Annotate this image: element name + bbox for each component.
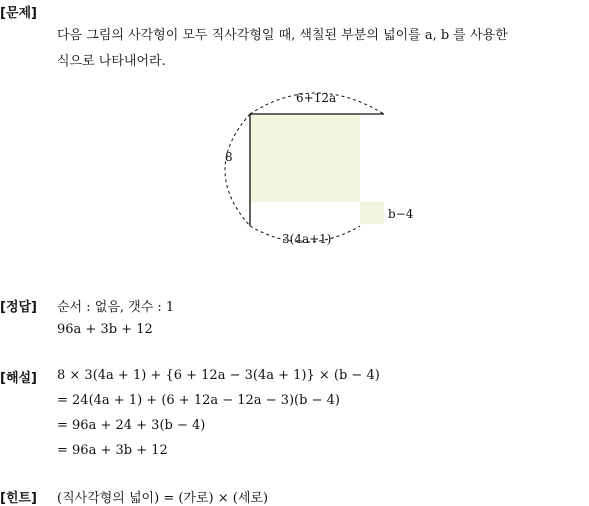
problem-label: [문제] — [0, 6, 37, 21]
bottom-label: 3(4a+1) — [282, 232, 332, 246]
answer-line-2: 96a + 3b + 12 — [57, 322, 153, 337]
top-label: 6+12a — [296, 91, 337, 105]
answer-label: [정답] — [0, 300, 37, 315]
right-label: b−4 — [388, 207, 414, 221]
problem-line-1: 다음 그림의 사각형이 모두 직사각형일 때, 색칠된 부분의 넓이를 a, b 를 사용한 — [57, 28, 508, 43]
left-dimension-arc — [225, 114, 250, 226]
solution-line-4: = 96a + 3b + 12 — [57, 443, 168, 458]
shaded-rect-large — [250, 114, 360, 202]
answer-line-1: 순서 : 없음, 갯수 : 1 — [57, 300, 175, 315]
solution-line-1: 8 × 3(4a + 1) + {6 + 12a − 3(4a + 1)} × (b − 4) — [57, 368, 380, 383]
shaded-rect-small — [360, 202, 384, 224]
hint-label: [힌트] — [0, 491, 37, 506]
solution-line-2: = 24(4a + 1) + (6 + 12a − 12a − 3)(b − 4) — [57, 393, 340, 408]
solution-label: [해설] — [0, 371, 37, 386]
solution-line-3: = 96a + 24 + 3(b − 4) — [57, 418, 206, 433]
left-label: 8 — [225, 150, 233, 164]
problem-line-2: 식으로 나타내어라. — [57, 54, 166, 69]
hint-text: (직사각형의 넓이) = (가로) × (세로) — [57, 491, 269, 506]
